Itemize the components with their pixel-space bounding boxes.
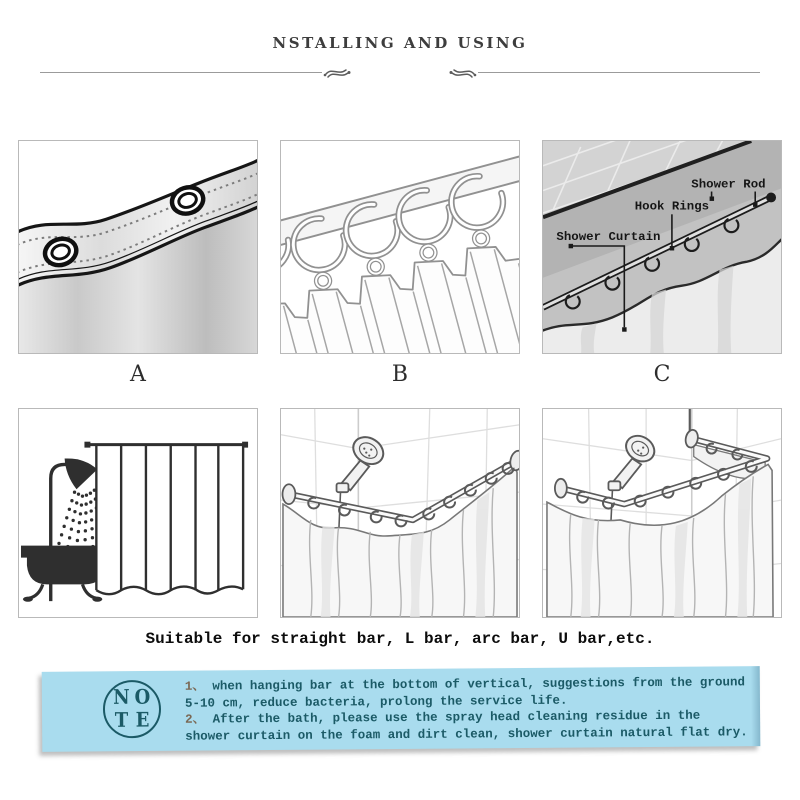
note-item-line: shower curtain on the foam and dirt clean, shower curtain natural flat dry. <box>185 724 748 744</box>
bathtub <box>21 546 104 585</box>
note-item-line: After the bath, please use the spray head cleaning residue in the <box>212 708 701 727</box>
page-title: NSTALLING AND USING <box>272 34 528 52</box>
panel-b-hook-rings <box>280 140 520 354</box>
hand-shower <box>337 432 389 538</box>
stamp-letter: E <box>135 708 150 732</box>
u-bar-illustration <box>543 409 781 617</box>
note-item-2 <box>185 707 770 745</box>
panel-u-bar <box>542 408 782 618</box>
stamp-letter: O <box>134 685 151 709</box>
figure-labels-row <box>18 358 782 392</box>
note-item-number: 2、 <box>185 712 206 727</box>
note-item-number: 1、 <box>184 679 205 694</box>
l-bar-illustration <box>281 409 519 617</box>
shower-head <box>65 458 98 489</box>
bottom-panel-row <box>18 408 782 618</box>
bathtub-illustration <box>19 409 257 617</box>
note-band <box>42 666 761 752</box>
panel-a-grommet-curtain <box>18 140 258 354</box>
grommet-curtain-illustration <box>19 141 257 353</box>
stamp-letter: T <box>114 708 129 732</box>
figure-label-b: B <box>391 362 409 387</box>
curtain <box>84 442 248 595</box>
hook-rings-illustration <box>281 141 519 353</box>
divider-line-left <box>40 72 322 73</box>
panel-c-labeled-installation <box>542 140 782 354</box>
note-item-line: when hanging bar at the bottom of vertical, suggestions from the ground <box>212 675 745 694</box>
panel-l-bar-corner <box>280 408 520 618</box>
top-panel-row <box>18 140 782 354</box>
note-text <box>185 674 771 745</box>
note-item-1 <box>185 674 770 712</box>
stamp-letter: N <box>113 685 130 709</box>
panel-straight-bar-bathtub <box>18 408 258 618</box>
shower-rod-label: Shower Rod <box>691 177 766 192</box>
labeled-installation-illustration <box>543 141 781 353</box>
hook-rings-label: Hook Rings <box>634 199 710 214</box>
shower-curtain-label: Shower Curtain <box>556 230 661 245</box>
hand-shower <box>608 431 659 533</box>
curtain-folds <box>281 232 519 353</box>
flourish-right-icon <box>444 64 478 80</box>
figure-label-c: C <box>653 362 671 387</box>
note-stamp <box>103 680 161 738</box>
divider-line-right <box>478 72 760 73</box>
note-item-line: 5-10 cm, reduce bacteria, prolong the service life. <box>184 693 568 711</box>
flourish-left-icon <box>322 64 356 80</box>
figure-label-a: A <box>130 362 146 387</box>
suitability-caption: Suitable for straight bar, L bar, arc bar, U bar,etc. <box>145 630 655 648</box>
title-divider <box>40 64 760 80</box>
